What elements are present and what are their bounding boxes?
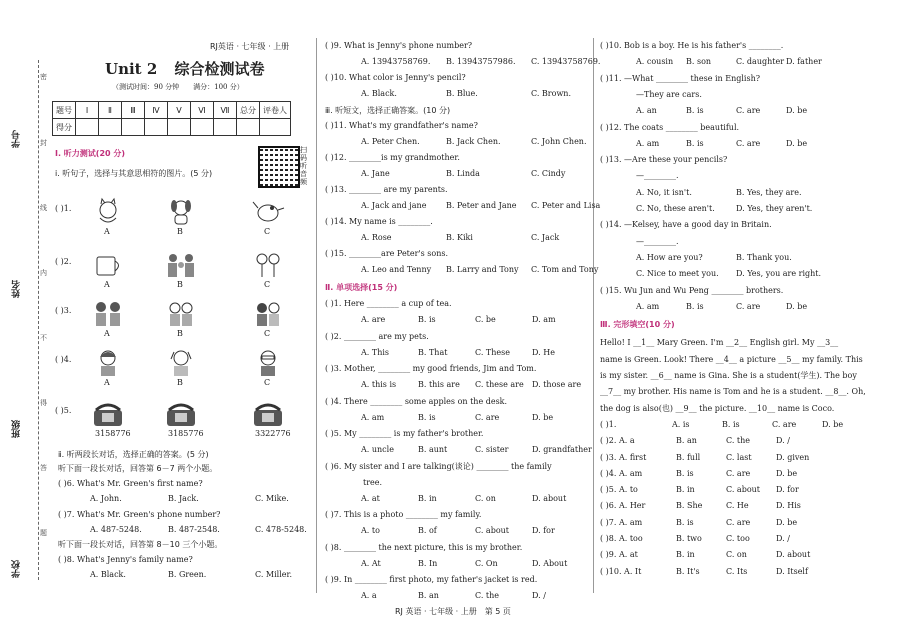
- m1: ( )1. Here ________ a cup of tea.: [325, 299, 452, 308]
- option[interactable]: C. last: [726, 452, 752, 462]
- m14-cont: —________.: [636, 236, 679, 246]
- option[interactable]: B. is: [418, 412, 436, 422]
- option[interactable]: A. John.: [90, 494, 122, 503]
- score-cell[interactable]: [260, 119, 291, 136]
- score-cell[interactable]: [122, 119, 145, 136]
- woman-icon[interactable]: [90, 347, 126, 377]
- option[interactable]: C. are: [475, 412, 500, 422]
- option[interactable]: B. Blue.: [446, 89, 478, 98]
- boy-girl-icon[interactable]: [250, 298, 286, 328]
- option[interactable]: B. 487-2548.: [168, 525, 220, 534]
- option[interactable]: D. About: [532, 558, 568, 568]
- seal-char: 题: [40, 529, 47, 537]
- option[interactable]: A. a: [361, 591, 377, 600]
- option[interactable]: B. son: [686, 57, 712, 67]
- option[interactable]: A. 487-5248.: [90, 525, 142, 534]
- option[interactable]: C. Brown.: [531, 89, 571, 98]
- picture-question-number: ( )3.: [55, 306, 72, 315]
- section-2-title: Ⅱ. 单项选择(15 分): [325, 283, 398, 292]
- option[interactable]: B. In: [418, 558, 438, 568]
- option[interactable]: C. 13943758769.: [531, 57, 601, 66]
- q12: ( )12. ________is my grandmother.: [325, 153, 460, 162]
- seal-char: 内: [40, 269, 47, 277]
- option[interactable]: A. Leo and Tenny: [361, 265, 432, 274]
- cloze-line: is my sister. __6__ name is Gina. She is a student(学生). The boy: [600, 371, 857, 380]
- option[interactable]: C. are: [736, 301, 761, 311]
- keys-icon[interactable]: [250, 249, 286, 279]
- m8: ( )8. ________ the next picture, this is my brother.: [325, 542, 523, 552]
- binding-strip: [0, 0, 46, 633]
- option[interactable]: B. of: [418, 526, 437, 535]
- q8: ( )8. What's Jenny's family name?: [58, 555, 193, 564]
- section-1-sub1: ⅰ. 听句子，选择与其意思相符的图片。(5 分): [55, 169, 213, 178]
- option[interactable]: A. 13943758769.: [361, 57, 431, 66]
- cloze-q: ( )5. A. to: [600, 485, 638, 495]
- seal-char: 密: [40, 73, 47, 81]
- option-letter: B: [177, 227, 183, 236]
- label-school: 学校: [12, 560, 22, 578]
- option[interactable]: B. Peter and Jane: [446, 201, 517, 210]
- score-cell[interactable]: [237, 119, 260, 136]
- score-header: 总分: [237, 102, 260, 119]
- option[interactable]: C. He: [726, 501, 749, 511]
- m9: ( )9. In ________ first photo, my father's jacket is red.: [325, 575, 538, 584]
- option[interactable]: D. Yes, you are right.: [736, 269, 822, 279]
- picture-question-number: ( )4.: [55, 355, 72, 364]
- option[interactable]: D. for: [776, 485, 799, 495]
- label-student-id: 学号: [12, 130, 22, 148]
- section-1-title: Ⅰ. 听力测试(20 分): [55, 149, 126, 158]
- score-cell[interactable]: [214, 119, 237, 136]
- option[interactable]: D. am: [532, 315, 556, 324]
- option[interactable]: B. is: [686, 106, 704, 116]
- option[interactable]: D. Itself: [776, 566, 808, 576]
- intro-1: 听下面一段长对话，回答第 6－7 两个小题。: [58, 464, 218, 473]
- picture-question-number: ( )2.: [55, 257, 72, 266]
- m15: ( )15. Wu Jun and Wu Peng ________ brothers.: [600, 285, 784, 295]
- cloze-line: Hello! I __1__ Mary Green. I'm __2__ English girl. My __3__: [600, 338, 839, 348]
- option-letter: C: [264, 378, 271, 387]
- m11: ( )11. —What ________ these in English?: [600, 73, 761, 83]
- option[interactable]: C. sister: [475, 445, 509, 454]
- option[interactable]: C. these are: [475, 380, 524, 389]
- option[interactable]: D. /: [532, 591, 546, 600]
- score-header: Ⅳ: [145, 102, 168, 119]
- option[interactable]: C. too: [726, 534, 750, 543]
- option-letter: A: [104, 280, 110, 289]
- m11-cont: —They are cars.: [636, 89, 702, 99]
- option-letter: 3322776: [255, 429, 291, 438]
- option[interactable]: C. are: [772, 419, 797, 429]
- option[interactable]: C. about: [726, 485, 760, 495]
- option[interactable]: C. daughter: [736, 57, 785, 67]
- option[interactable]: A. Peter Chen.: [361, 137, 420, 146]
- option[interactable]: D. be: [786, 301, 808, 311]
- option[interactable]: B. full: [676, 452, 701, 462]
- option[interactable]: B. is: [676, 468, 694, 478]
- option[interactable]: B. this are: [418, 380, 460, 389]
- picture-question-number: ( )5.: [55, 406, 72, 415]
- label-name: 姓名: [12, 280, 22, 298]
- option[interactable]: C. John Chen.: [531, 137, 587, 146]
- option[interactable]: A. to: [361, 526, 380, 535]
- m10: ( )10. Bob is a boy. He is his father's ________.: [600, 41, 784, 50]
- m4: ( )4. There ________ some apples on the desk.: [325, 396, 508, 406]
- m5: ( )5. My ________ is my father's brother.: [325, 429, 484, 438]
- section-3-title: Ⅲ. 完形填空(10 分): [600, 320, 675, 330]
- option[interactable]: A. How are you?: [636, 252, 703, 262]
- option[interactable]: A. are: [361, 315, 386, 324]
- option[interactable]: B. Jack.: [168, 494, 199, 503]
- cloze-q: ( )4. A. am: [600, 468, 643, 478]
- score-header: 题号: [53, 102, 76, 119]
- q11: ( )11. What's my grandfather's name?: [325, 121, 478, 130]
- score-cell[interactable]: [191, 119, 214, 136]
- option[interactable]: D. /: [776, 534, 790, 543]
- option[interactable]: B. is: [418, 315, 436, 324]
- option-letter: A: [104, 329, 110, 338]
- option[interactable]: D. /: [776, 436, 790, 446]
- option[interactable]: B. is: [686, 301, 704, 311]
- option[interactable]: D. those are: [532, 380, 582, 389]
- score-header: 评卷人: [260, 102, 291, 119]
- option[interactable]: B. in: [418, 493, 437, 503]
- option[interactable]: B. is: [676, 517, 694, 527]
- option[interactable]: B. is: [722, 419, 740, 429]
- option-letter: C: [264, 329, 271, 338]
- family-icon[interactable]: [163, 249, 199, 279]
- m12: ( )12. The coats ________ beautiful.: [600, 122, 740, 132]
- option[interactable]: C. the: [475, 591, 500, 600]
- option[interactable]: A. Jack and jane: [361, 201, 427, 210]
- series-header: RJ英语 · 七年级 · 上册: [210, 42, 290, 51]
- option[interactable]: D. Yes, they aren't.: [736, 204, 813, 213]
- option[interactable]: B. Thank you.: [736, 252, 792, 262]
- option[interactable]: B. two: [676, 534, 702, 543]
- option[interactable]: B. Larry and Tony: [446, 265, 519, 274]
- qr-code[interactable]: [258, 146, 300, 188]
- q7: ( )7. What's Mr. Green's phone number?: [58, 510, 221, 519]
- option[interactable]: A. At: [361, 558, 381, 568]
- two-people-icon[interactable]: [90, 298, 126, 328]
- cat-icon[interactable]: [90, 196, 126, 226]
- option[interactable]: D. grandfather: [532, 445, 592, 454]
- cloze-q: ( )7. A. am: [600, 517, 643, 527]
- option[interactable]: B. It's: [676, 566, 700, 576]
- score-header: Ⅶ: [214, 102, 237, 119]
- option-letter: B: [177, 280, 183, 289]
- q14: ( )14. My name is ________.: [325, 217, 433, 226]
- option[interactable]: C. These: [475, 347, 510, 357]
- option[interactable]: A. Jane: [361, 169, 390, 178]
- option[interactable]: A. am: [636, 138, 660, 148]
- intro-2: 听下面一段长对话，回答第 8－10 三个小题。: [58, 540, 223, 549]
- score-cell[interactable]: [168, 119, 191, 136]
- q9: ( )9. What is Jenny's phone number?: [325, 41, 473, 50]
- score-cell[interactable]: [76, 119, 99, 136]
- title-text: 综合检测试卷: [174, 60, 265, 78]
- option[interactable]: B. Yes, they are.: [736, 187, 802, 197]
- score-header: Ⅲ: [122, 102, 145, 119]
- option[interactable]: B. Kiki: [446, 233, 473, 242]
- option-letter: A: [104, 227, 110, 236]
- option[interactable]: B. is: [686, 138, 704, 148]
- score-header: Ⅱ: [99, 102, 122, 119]
- cloze-q: ( )1.: [600, 419, 617, 429]
- option[interactable]: D. be: [786, 106, 808, 116]
- option[interactable]: C. On: [475, 558, 498, 568]
- option[interactable]: B. Green.: [168, 570, 207, 579]
- column-divider: [593, 38, 594, 593]
- phone-icon[interactable]: [163, 398, 199, 428]
- option[interactable]: D. for: [532, 526, 555, 535]
- option[interactable]: C. 478-5248.: [255, 525, 307, 534]
- m14: ( )14. —Kelsey, have a good day in Britain.: [600, 220, 772, 230]
- option-letter: 3185776: [168, 429, 204, 438]
- seal-char: 答: [40, 464, 47, 472]
- option-letter: 3158776: [95, 429, 131, 438]
- option[interactable]: D. be: [776, 468, 798, 478]
- option[interactable]: B. She: [676, 501, 703, 511]
- option[interactable]: A. at: [361, 493, 380, 503]
- cloze-q: ( )9. A. at: [600, 550, 638, 560]
- option[interactable]: D. be: [786, 138, 808, 148]
- m2: ( )2. ________ are my pets.: [325, 331, 429, 341]
- option[interactable]: A. this is: [361, 380, 397, 389]
- qr-caption: 扫码听音频: [300, 146, 307, 186]
- seal-char: 封: [40, 139, 47, 147]
- option[interactable]: C. Its: [726, 566, 748, 576]
- option[interactable]: C. Nice to meet you.: [636, 269, 719, 279]
- option[interactable]: B. Jack Chen.: [446, 137, 501, 146]
- option[interactable]: D. about: [532, 493, 567, 503]
- phone-icon[interactable]: [250, 398, 286, 428]
- option[interactable]: A. uncle: [361, 445, 394, 454]
- q10: ( )10. What color is Jenny's pencil?: [325, 73, 466, 82]
- page-footer: RJ 英语 · 七年级 · 上册 第 5 页: [395, 607, 511, 616]
- cloze-q: ( )2. A. a: [600, 436, 635, 446]
- q6: ( )6. What's Mr. Green's first name?: [58, 479, 203, 488]
- m13: ( )13. —Are these your pencils?: [600, 155, 728, 165]
- q15: ( )15. ________are Peter's sons.: [325, 249, 449, 258]
- option[interactable]: C. Miller.: [255, 570, 293, 579]
- option[interactable]: D. given: [776, 452, 810, 462]
- option[interactable]: B. in: [676, 550, 695, 560]
- option[interactable]: C. Jack: [531, 233, 560, 242]
- cloze-line: the dog is also(也) __9__ the picture. __10__ name is Coco.: [600, 403, 835, 413]
- option-letter: B: [177, 329, 183, 338]
- label-class: 班级: [12, 420, 22, 438]
- option[interactable]: C. No, these aren't.: [636, 204, 715, 213]
- option[interactable]: C. are: [736, 106, 761, 116]
- option[interactable]: D. be: [532, 412, 554, 422]
- option[interactable]: A. Black.: [90, 570, 126, 579]
- option[interactable]: D. His: [776, 501, 801, 511]
- option[interactable]: A. an: [636, 106, 657, 116]
- option[interactable]: D. be: [822, 419, 844, 429]
- cloze-line: name is Green. Look! There __4__ a picture __5__ my family. This: [600, 354, 863, 364]
- option-letter: B: [177, 378, 183, 387]
- score-header: Ⅰ: [76, 102, 99, 119]
- option[interactable]: A. This: [361, 347, 390, 357]
- option[interactable]: B. an: [418, 591, 439, 600]
- cloze-q: ( )8. A. too: [600, 534, 643, 543]
- section-1-sub2: ⅱ. 听两段长对话，选择正确的答案。(5 分): [58, 450, 209, 459]
- seal-char: 线: [40, 204, 47, 212]
- option[interactable]: C. are: [726, 468, 751, 478]
- column-divider: [316, 38, 317, 593]
- cloze-q: ( )6. A. Her: [600, 501, 646, 511]
- unit-label: Unit 2: [105, 60, 158, 78]
- score-header: Ⅵ: [191, 102, 214, 119]
- option[interactable]: B. aunt: [418, 445, 448, 454]
- option[interactable]: C. Cindy: [531, 169, 566, 178]
- option-letter: C: [264, 280, 271, 289]
- picture-question-number: ( )1.: [55, 204, 72, 213]
- page-title: [105, 58, 265, 79]
- m7: ( )7. This is a photo ________ my family.: [325, 510, 482, 519]
- girl-icon[interactable]: [163, 347, 199, 377]
- people-icon[interactable]: [163, 298, 199, 328]
- test-meta: （测试时间：90 分钟 满分：100 分）: [112, 83, 244, 91]
- dog-icon[interactable]: [163, 196, 199, 226]
- option[interactable]: B. That: [418, 347, 448, 357]
- bird-icon[interactable]: [250, 196, 286, 226]
- option-letter: C: [264, 227, 271, 236]
- option[interactable]: B. an: [676, 436, 697, 446]
- m6: ( )6. My sister and I are talking(谈论) ________ the family: [325, 461, 552, 471]
- score-table: [52, 101, 291, 136]
- option[interactable]: B. Linda: [446, 169, 480, 178]
- seal-char: 得: [40, 399, 47, 407]
- score-cell[interactable]: [145, 119, 168, 136]
- option-letter: A: [104, 378, 110, 387]
- score-row-label: 得分: [53, 119, 76, 136]
- option[interactable]: D. He: [532, 347, 555, 357]
- cloze-q: ( )10. A. It: [600, 566, 642, 576]
- cup-icon[interactable]: [90, 249, 126, 279]
- option[interactable]: A. is: [672, 419, 690, 429]
- option[interactable]: C. be: [475, 315, 496, 324]
- option[interactable]: C. are: [736, 138, 761, 148]
- option[interactable]: C. are: [726, 517, 751, 527]
- option[interactable]: D. about: [776, 550, 811, 560]
- cloze-q: ( )3. A. first: [600, 452, 647, 462]
- score-cell[interactable]: [99, 119, 122, 136]
- cloze-line: __7__ my brother. His name is Tom and he is a student. __8__. Oh,: [600, 387, 866, 397]
- option[interactable]: C. the: [726, 436, 751, 446]
- m6-cont: tree.: [363, 477, 383, 487]
- option[interactable]: C. Mike.: [255, 494, 289, 503]
- option[interactable]: C. Peter and Lisa: [531, 201, 601, 210]
- score-header: Ⅴ: [168, 102, 191, 119]
- option[interactable]: B. 13943757986.: [446, 57, 516, 66]
- q13: ( )13. ________ are my parents.: [325, 185, 448, 194]
- seal-dashed-line: [38, 60, 39, 580]
- phone-icon[interactable]: [90, 398, 126, 428]
- option[interactable]: A. am: [636, 301, 660, 311]
- option[interactable]: C. on: [475, 493, 496, 503]
- option[interactable]: A. No, it isn't.: [636, 187, 692, 197]
- option[interactable]: A. am: [361, 412, 385, 422]
- option[interactable]: C. on: [726, 550, 747, 560]
- seal-char: 不: [40, 334, 47, 342]
- option[interactable]: A. cousin: [636, 57, 674, 67]
- option[interactable]: A. Black.: [361, 89, 397, 98]
- section-sub3: ⅲ. 听短文，选择正确答案。(10 分): [325, 106, 451, 115]
- man-icon[interactable]: [250, 347, 286, 377]
- option[interactable]: D. father: [786, 57, 822, 67]
- m3: ( )3. Mother, ________ my good friends, Jim and Tom.: [325, 364, 537, 373]
- option[interactable]: C. Tom and Tony: [531, 265, 599, 274]
- option[interactable]: A. Rose: [361, 233, 392, 242]
- m13-cont: —________.: [636, 171, 679, 181]
- option[interactable]: B. in: [676, 485, 695, 495]
- option[interactable]: D. be: [776, 517, 798, 527]
- option[interactable]: C. about: [475, 526, 509, 535]
